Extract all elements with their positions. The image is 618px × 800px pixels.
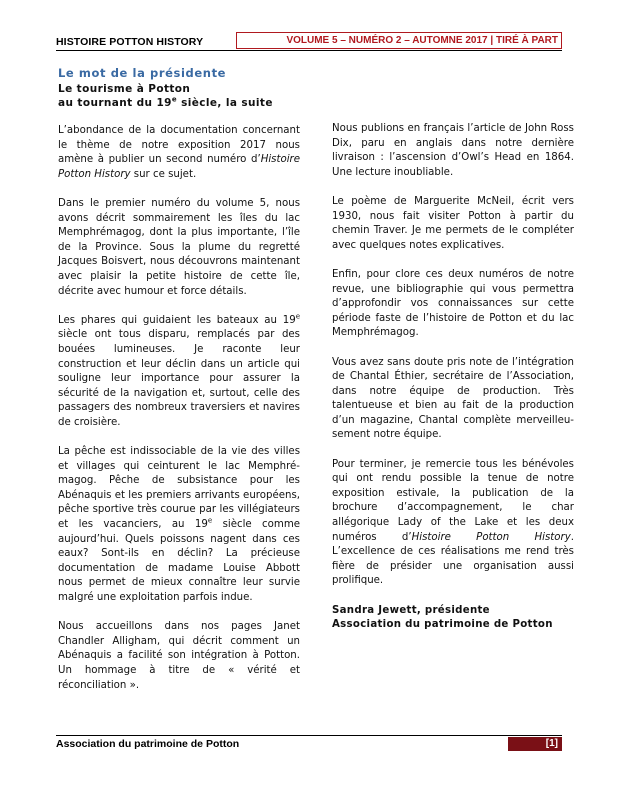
page-number: [1]	[508, 737, 562, 751]
header-rule	[56, 50, 562, 51]
footer-rule	[56, 735, 562, 736]
paragraph: Pour terminer, je remercie tous les bénévoles qui ont rendu possible la tenue de notre exposition estivale, la publication de la brochure d’accompagnement, le char allégorique Lady of the Lake et les deux numéros d’Histoire Potton History. L’excellence de ces réalisations me rend très fière de présider une organisation aussi prolifique.	[332, 458, 574, 587]
paragraph: Vous avez sans doute pris note de l’intégration de Chantal Éthier, secrétaire de l’Association, dans notre équipe de production. Très talentueuse et bien au fait de la production d’un magazine, Chantal complète merveilleu-sement notre équipe.	[332, 356, 574, 441]
right-column	[332, 122, 574, 633]
paragraph: Le poème de Marguerite McNeil, écrit vers 1930, nous fait visiter Potton à partir du chemin Traver. Je me permets de le compléter avec quelques notes explicatives.	[332, 195, 574, 251]
paragraph: Dans le premier numéro du volume 5, nous avons décrit sommairement les îles du lac Memphrémagog, dont la plus importante, l’île de la Province. Sous la plume du regretté Jacques Boisvert, nous découvrons maintenant avec plaisir la petite histoire de cette île, décrite avec humour et force détails.	[58, 197, 300, 297]
paragraph: Les phares qui guidaient les bateaux au 19e siècle ont tous disparu, remplacés par des bouées lumineuses. Je raconte leur construction et leur déclin dans un article qui souligne leur importance pour assurer la sécurité de la navigation et, surtout, celle des passagers des nombreux traversiers et navires de croisière.	[58, 312, 300, 428]
left-column	[58, 124, 300, 708]
signature-organization: Association du patrimoine de Potton	[332, 619, 553, 631]
header-publication-title: HISTOIRE POTTON HISTORY	[56, 36, 204, 48]
section-title: Le mot de la présidente	[58, 66, 227, 80]
paragraph: L’abondance de la documentation concernant le thème de notre exposition 2017 nous amène à publier un second numéro d’Histoire Potton History sur ce sujet.	[58, 125, 300, 180]
signature-name: Sandra Jewett, présidente	[332, 604, 490, 616]
article-subtitle-line2: au tournant du 19e siècle, la suite	[58, 95, 273, 109]
header-issue-banner: VOLUME 5 – NUMÉRO 2 – AUTOMNE 2017 | TIRÉ À PART	[236, 32, 562, 49]
paragraph: Enfin, pour clore ces deux numéros de notre revue, une bibliographie qui vous permettra d’approfondir vos connaissances sur cette période faste de l’histoire de Potton et du lac Memphrémagog.	[332, 268, 574, 339]
paragraph: La pêche est indissociable de la vie des villes et villages qui ceinturent le lac Memphré-magog. Pêche de subsistance pour les Abénaquis et les premiers arrivants européens, pêche sportive très courue par les villégiateurs et les vacanciers, au 19e siècle comme aujourd’hui. Quels poissons nagent dans ces eaux? Sont-ils en déclin? La précieuse documentation de madame Louise Abbott nous permet de mieux connaître leur survie malgré une exploitation parfois indue.	[58, 446, 301, 603]
paragraph: Nous accueillons dans nos pages Janet Chandler Alligham, qui décrit comment un Abénaquis a facilité son intégration à Potton. Un hommage à titre de « vérité et réconciliation ».	[58, 621, 300, 691]
footer-organization: Association du patrimoine de Potton	[56, 738, 240, 750]
paragraph: Nous publions en français l’article de John Ross Dix, paru en anglais dans notre dernière livraison : l’ascension d’Owl’s Head en 1864. Une lecture inoubliable.	[332, 123, 574, 178]
article-subtitle-line1: Le tourisme à Potton	[58, 83, 191, 95]
